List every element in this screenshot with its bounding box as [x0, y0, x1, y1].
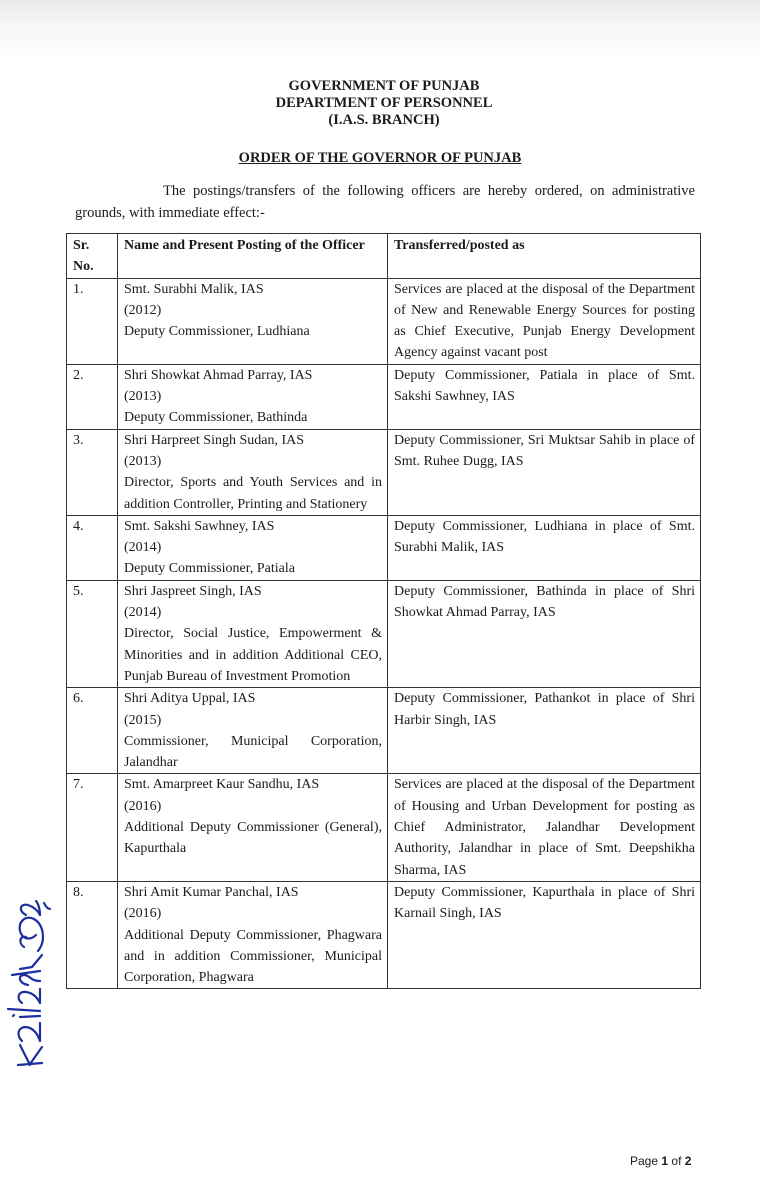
officer-batch: (2013) — [124, 453, 162, 469]
order-title: ORDER OF THE GOVERNOR OF PUNJAB — [238, 150, 522, 166]
officer-name: Shri Harpreet Singh Sudan, IAS — [124, 432, 305, 448]
officer-present-posting: Additional Deputy Commissioner (General), Kapurthala — [124, 820, 382, 857]
page-of: of — [671, 1154, 682, 1168]
row-transfer: Deputy Commissioner, Bathinda in place of Shri Showkat Ahmad Parray, IAS — [388, 580, 701, 687]
row-sr: 6. — [67, 688, 118, 774]
officer-present-posting: Additional Deputy Commissioner, Phagwara and in addition Commissioner, Municipal Corporation, Phagwara — [124, 927, 382, 986]
page-prefix: Page — [630, 1154, 659, 1168]
row-sr: 1. — [67, 278, 118, 364]
header-name-posting: Name and Present Posting of the Officer — [118, 234, 388, 279]
row-officer — [118, 580, 388, 687]
header-transferred: Transferred/posted as — [388, 234, 701, 279]
row-sr: 5. — [67, 580, 118, 687]
row-officer — [118, 515, 388, 580]
officer-present-posting: Deputy Commissioner, Bathinda — [124, 410, 308, 426]
row-transfer: Services are placed at the disposal of the Department of New and Renewable Energy Sources for posting as Chief Executive, Punjab Energy Development Agency against vacant post — [388, 278, 701, 364]
officer-present-posting: Director, Sports and Youth Services and in addition Controller, Printing and Stationery — [124, 475, 382, 512]
table-row — [67, 364, 701, 429]
row-sr: 7. — [67, 774, 118, 881]
row-officer — [118, 429, 388, 515]
header-branch: (I.A.S. BRANCH) — [328, 112, 440, 128]
table-row — [67, 429, 701, 515]
officer-name: Shri Jaspreet Singh, IAS — [124, 583, 262, 599]
officer-name: Smt. Sakshi Sawhney, IAS — [124, 518, 275, 534]
officer-name: Shri Aditya Uppal, IAS — [124, 691, 256, 707]
row-transfer: Deputy Commissioner, Pathankot in place of Shri Harbir Singh, IAS — [388, 688, 701, 774]
page-total: 2 — [684, 1154, 692, 1168]
header-government: GOVERNMENT OF PUNJAB — [288, 78, 480, 94]
header-sr-no: Sr. No. — [67, 234, 118, 279]
officer-present-posting: Commissioner, Municipal Corporation, Jalandhar — [124, 733, 382, 771]
officer-present-posting: Deputy Commissioner, Ludhiana — [124, 324, 310, 340]
officer-batch: (2016) — [124, 798, 162, 814]
handwritten-signature — [4, 895, 74, 1075]
document-header — [0, 78, 760, 129]
officer-name: Shri Showkat Ahmad Parray, IAS — [124, 367, 313, 383]
officer-batch: (2013) — [124, 389, 162, 405]
table-header-row — [67, 234, 701, 279]
officer-name: Smt. Surabhi Malik, IAS — [124, 281, 264, 297]
table-row — [67, 278, 701, 364]
row-sr: 2. — [67, 364, 118, 429]
row-officer — [118, 688, 388, 774]
row-transfer: Deputy Commissioner, Kapurthala in place of Shri Karnail Singh, IAS — [388, 881, 701, 988]
row-officer — [118, 278, 388, 364]
row-sr: 4. — [67, 515, 118, 580]
row-officer — [118, 881, 388, 988]
row-officer — [118, 774, 388, 881]
page-number — [630, 1154, 691, 1168]
officer-batch: (2016) — [124, 906, 162, 922]
officer-name: Smt. Amarpreet Kaur Sandhu, IAS — [124, 777, 320, 793]
intro-text: The postings/transfers of the following officers are hereby ordered, on administrative grounds, with immediate effect:- — [75, 183, 695, 221]
page-current: 1 — [661, 1154, 669, 1168]
officer-batch: (2014) — [124, 540, 162, 556]
table-row — [67, 688, 701, 774]
officer-batch: (2012) — [124, 302, 162, 318]
table-row — [67, 580, 701, 687]
row-officer — [118, 364, 388, 429]
officer-batch: (2014) — [124, 605, 162, 621]
officer-present-posting: Director, Social Justice, Empowerment & Minorities and in addition Additional CEO, Punjab Bureau of Investment Promotion — [124, 626, 382, 684]
row-sr: 3. — [67, 429, 118, 515]
row-transfer: Deputy Commissioner, Patiala in place of Smt. Sakshi Sawhney, IAS — [388, 364, 701, 429]
intro-paragraph — [75, 180, 695, 224]
table-row — [67, 515, 701, 580]
header-department: DEPARTMENT OF PERSONNEL — [275, 95, 493, 111]
row-sr: 8. — [67, 881, 118, 988]
row-transfer: Deputy Commissioner, Ludhiana in place of Smt. Surabhi Malik, IAS — [388, 515, 701, 580]
table-row — [67, 881, 701, 988]
table-row — [67, 774, 701, 881]
officer-name: Shri Amit Kumar Panchal, IAS — [124, 884, 299, 900]
transfer-table — [66, 233, 701, 989]
row-transfer: Deputy Commissioner, Sri Muktsar Sahib in place of Smt. Ruhee Dugg, IAS — [388, 429, 701, 515]
officer-batch: (2015) — [124, 712, 162, 728]
officer-present-posting: Deputy Commissioner, Patiala — [124, 561, 295, 577]
row-transfer: Services are placed at the disposal of the Department of Housing and Urban Development for posting as Chief Administrator, Jalandhar Development Authority, Jalandhar in place of Smt. Deepshikha Sharma, IAS — [388, 774, 701, 881]
